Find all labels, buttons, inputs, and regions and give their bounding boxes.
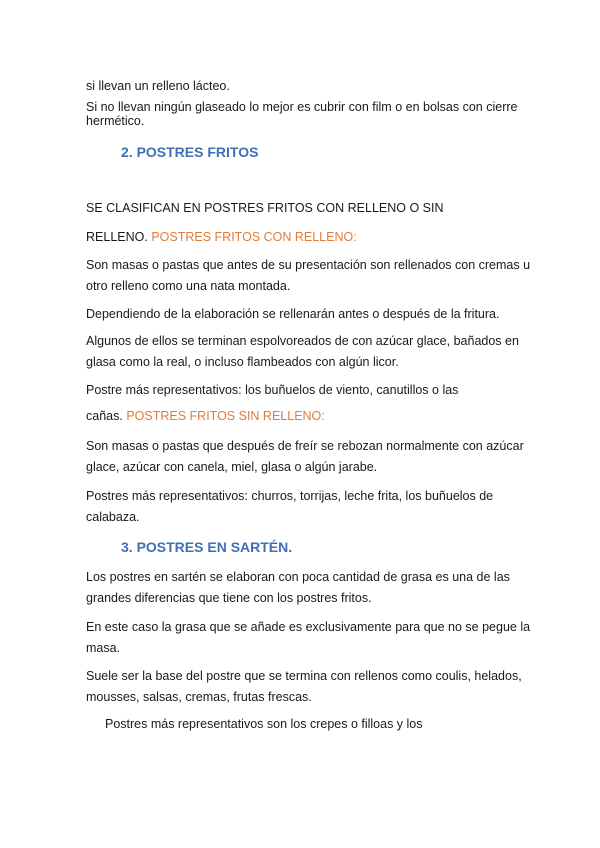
paragraph-line: otro relleno como una nata montada. (86, 279, 291, 293)
paragraph-line: Son masas o pastas que después de freír se rebozan normalmente con azúcar (86, 439, 524, 453)
paragraph-line: Postres más representativos: churros, torrijas, leche frita, los buñuelos de (86, 489, 494, 503)
paragraph-text: cañas. (86, 409, 123, 423)
paragraph-line: Suele ser la base del postre que se termina con rellenos como coulis, helados, (86, 669, 522, 683)
paragraph-line: calabaza. (86, 510, 140, 524)
paragraph-line: SE CLASIFICAN EN POSTRES FRITOS CON RELLENO O SIN (86, 201, 444, 215)
section-heading-postres-fritos: 2. POSTRES FRITOS (121, 144, 259, 160)
paragraph-line (86, 408, 325, 424)
paragraph-line: glasa como la real, o incluso flambeados con algún licor. (86, 355, 399, 369)
paragraph-line (86, 229, 357, 245)
paragraph-line: Postre más representativos: los buñuelos de viento, canutillos o las (86, 383, 459, 397)
subheading-sin-relleno: POSTRES FRITOS SIN RELLENO: (126, 409, 325, 423)
paragraph-line: grandes diferencias que tiene con los postres fritos. (86, 591, 372, 605)
paragraph-line: Son masas o pastas que antes de su presentación son rellenados con cremas u (86, 258, 531, 272)
paragraph-line: glace, azúcar con canela, miel, glasa o algún jarabe. (86, 460, 378, 474)
paragraph-line: Postres más representativos son los crepes o filloas y los (105, 717, 423, 731)
paragraph-line: hermético. (86, 114, 145, 128)
paragraph-text: RELLENO. (86, 230, 148, 244)
subheading-con-relleno: POSTRES FRITOS CON RELLENO: (151, 230, 357, 244)
paragraph-line: Si no llevan ningún glaseado lo mejor es cubrir con film o en bolsas con cierre (86, 100, 518, 114)
section-heading-postres-en-sarten: 3. POSTRES EN SARTÉN. (121, 539, 293, 555)
paragraph-line: si llevan un relleno lácteo. (86, 79, 230, 93)
paragraph-line: En este caso la grasa que se añade es exclusivamente para que no se pegue la (86, 620, 531, 634)
paragraph-line: mousses, salsas, cremas, frutas frescas. (86, 690, 312, 704)
paragraph-line: Dependiendo de la elaboración se rellenarán antes o después de la fritura. (86, 307, 500, 321)
paragraph-line: Los postres en sartén se elaboran con poca cantidad de grasa es una de las (86, 570, 510, 584)
paragraph-line: masa. (86, 641, 121, 655)
paragraph-line: Algunos de ellos se terminan espolvoreados de con azúcar glace, bañados en (86, 334, 519, 348)
